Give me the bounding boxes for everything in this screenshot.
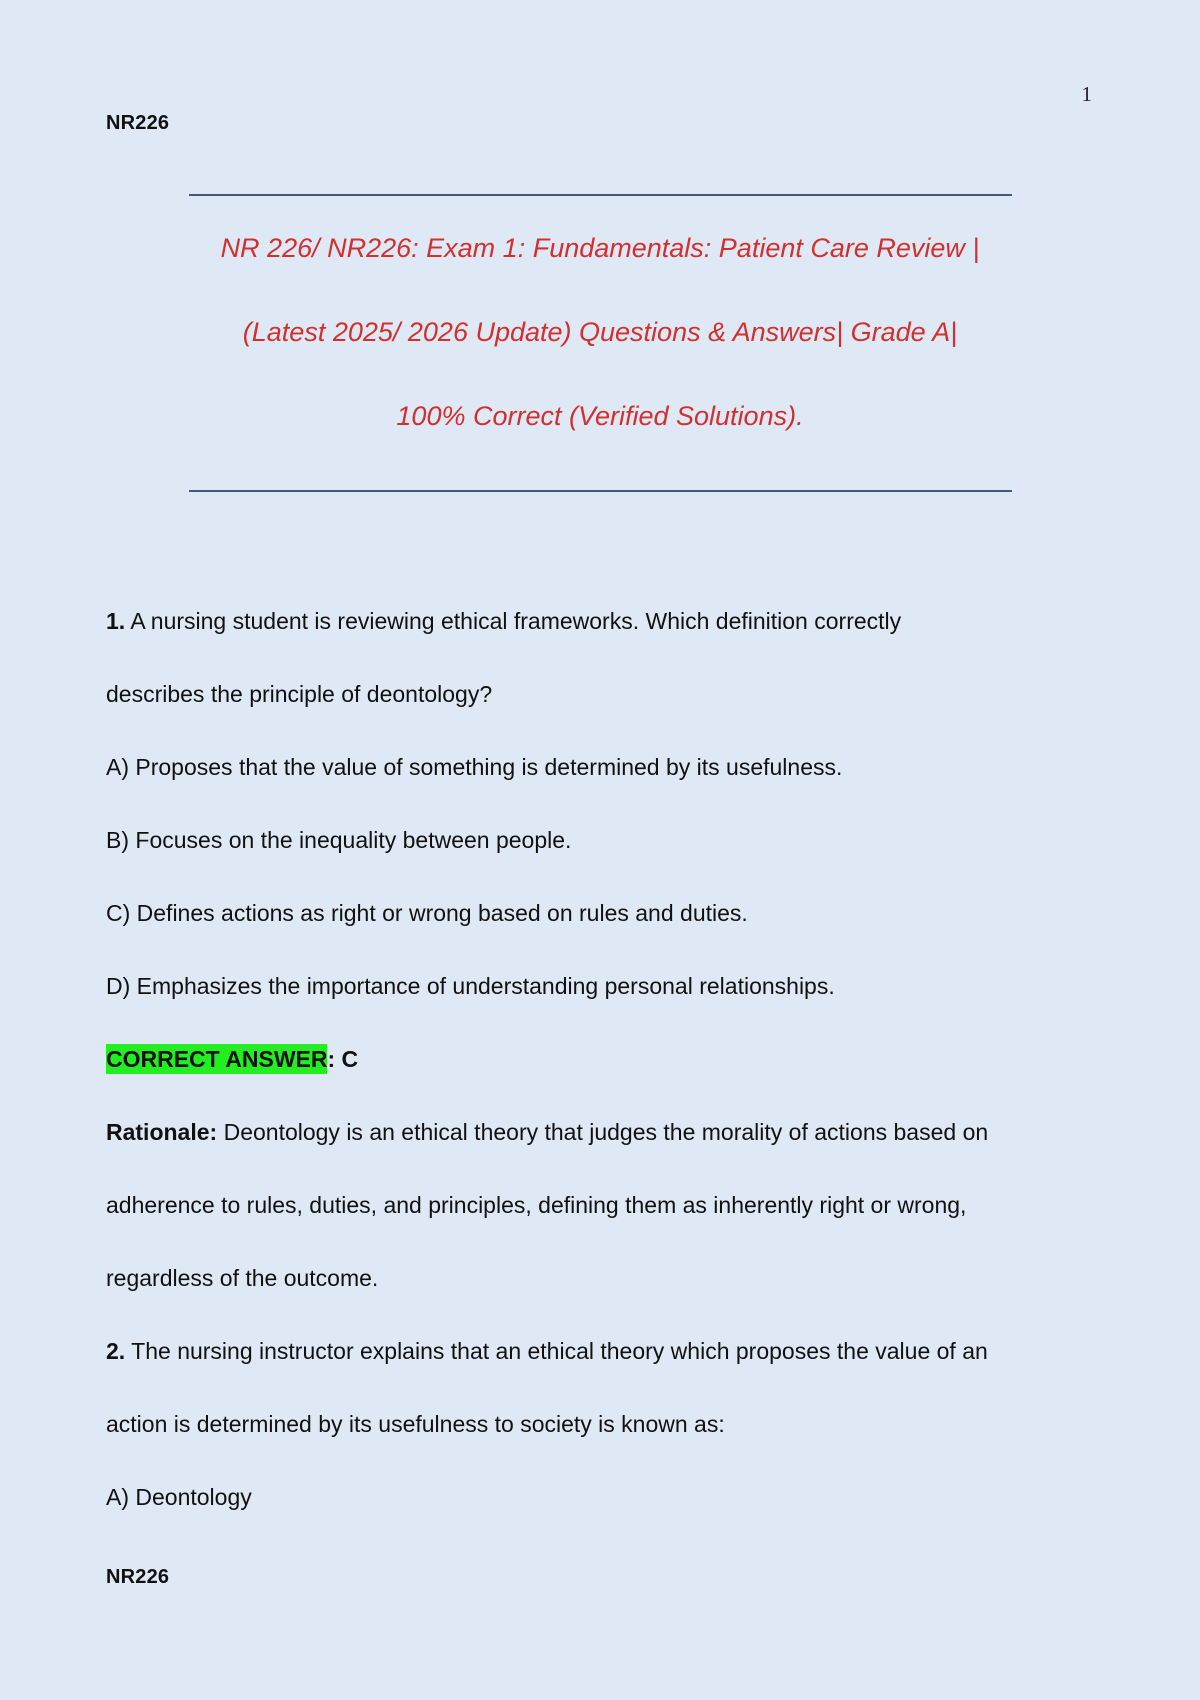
question-2-stem-line-2: action is determined by its usefulness to society is known as: — [106, 1411, 725, 1437]
question-2-number: 2. — [106, 1338, 126, 1364]
question-2-option-a: A) Deontology — [106, 1484, 252, 1510]
running-header: NR226 — [106, 112, 170, 134]
question-1-stem-text-1: A nursing student is reviewing ethical frameworks. Which definition correctly — [130, 608, 902, 634]
correct-answer-label: CORRECT ANSWER — [106, 1046, 328, 1072]
question-1-rationale-line-3: regardless of the outcome. — [106, 1265, 379, 1291]
question-content — [106, 585, 1106, 1534]
question-1-option-d: D) Emphasizes the importance of understanding personal relationships. — [106, 973, 835, 999]
title-line-1: NR 226/ NR226: Exam 1: Fundamentals: Patient Care Review | — [220, 233, 980, 263]
question-1-number: 1. — [106, 608, 126, 634]
question-1-stem-line-2: describes the principle of deontology? — [106, 681, 493, 707]
rationale-text-1: Deontology is an ethical theory that judges the morality of actions based on — [223, 1119, 989, 1145]
page-number: 1 — [1081, 82, 1092, 106]
question-1-option-b: B) Focuses on the inequality between people. — [106, 827, 572, 853]
question-2-stem-line-1 — [106, 1315, 1106, 1388]
title-line-2: (Latest 2025/ 2026 Update) Questions & Answers| Grade A| — [242, 317, 958, 347]
title-line-3: 100% Correct (Verified Solutions). — [396, 401, 804, 431]
question-1-rationale-line-2: adherence to rules, duties, and principles, defining them as inherently right or wrong, — [106, 1192, 967, 1218]
rationale-label: Rationale: — [106, 1119, 218, 1145]
question-1-answer — [106, 1023, 1106, 1096]
correct-answer-value: : C — [327, 1046, 359, 1072]
title-rule-top — [189, 194, 1012, 196]
question-1-option-a: A) Proposes that the value of something is determined by its usefulness. — [106, 754, 843, 780]
question-1-option-c: C) Defines actions as right or wrong based on rules and duties. — [106, 900, 748, 926]
question-2-stem-text-1: The nursing instructor explains that an ethical theory which proposes the value of an — [131, 1338, 988, 1364]
running-footer: NR226 — [106, 1566, 170, 1588]
question-1-rationale-line-1 — [106, 1096, 1106, 1169]
question-1-stem-line-1 — [106, 585, 1106, 658]
title-rule-bottom — [189, 490, 1012, 492]
document-title — [150, 206, 1050, 458]
